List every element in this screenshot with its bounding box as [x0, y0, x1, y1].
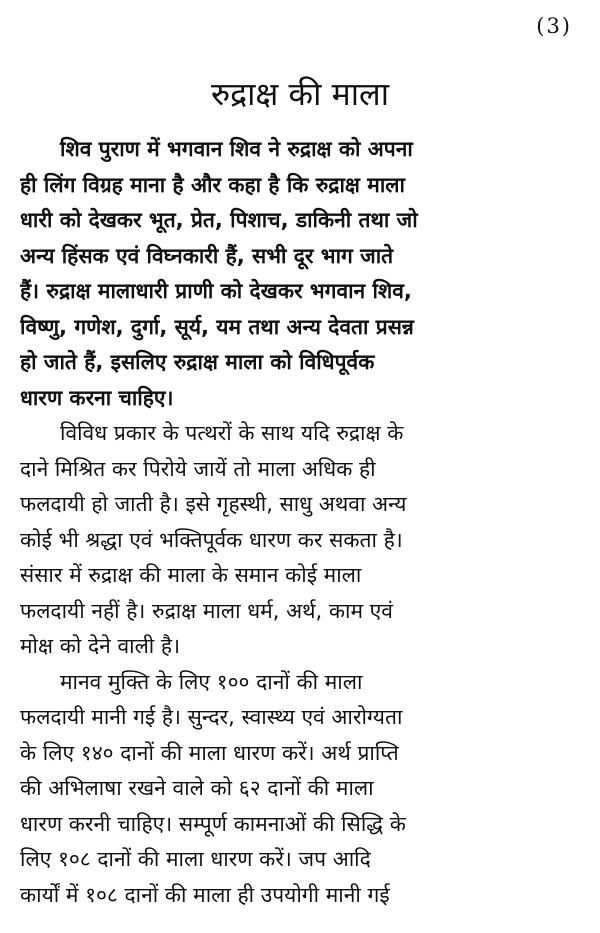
page-number: (3): [536, 14, 572, 38]
text-line: दाने मिश्रित कर पिरोये जायें तो माला अधिक ही: [20, 456, 376, 481]
text-line: फलदायी हो जाती है। इसे गृहस्थी, साधु अथवा अन्य: [20, 492, 407, 516]
text-line: मोक्ष को देने वाली है।: [20, 634, 181, 658]
text-line: कार्यों में १०८ दानों की माला ही उपयोगी मानी गई: [20, 882, 390, 907]
text-line: मानव मुक्ति के लिए १०० दानों की माला: [60, 669, 363, 694]
text-line: फलदायी नहीं है। रुद्राक्ष माला धर्म, अर्थ, काम एवं: [20, 598, 393, 623]
text-line: शिव पुराण में भगवान शिव ने रुद्राक्ष को अपना: [60, 137, 413, 161]
text-line: विष्णु, गणेश, दुर्गा, सूर्य, यम तथा अन्य देवता प्रसन्न: [20, 314, 414, 339]
paragraph-1: [20, 132, 580, 416]
text-line: विविध प्रकार के पत्थरों के साथ यदि रुद्राक्ष के: [60, 421, 404, 445]
text-line: धारी को देखकर भूत, प्रेत, पिशाच, डाकिनी तथा जो: [20, 208, 418, 232]
text-line: हो जाते हैं, इसलिए रुद्राक्ष माला को विधिपूर्वक: [20, 350, 375, 374]
text-line: हैं। रुद्राक्ष मालाधारी प्राणी को देखकर भगवान शिव,: [20, 279, 412, 303]
page-title: रुद्राक्ष की माला: [211, 75, 389, 113]
text-line: धारण करना चाहिए।: [20, 385, 174, 410]
text-line: धारण करनी चाहिए। सम्पूर्ण कामनाओं की सिद्धि के: [20, 811, 406, 836]
paragraph-2: [20, 416, 580, 665]
text-line: कोई भी श्रद्धा एवं भक्तिपूर्वक धारण कर सकता है।: [20, 527, 403, 552]
text-line: फलदायी मानी गई है। सुन्दर, स्वास्थ्य एवं आरोग्यता: [20, 705, 403, 729]
text-line: ही लिंग विग्रह माना है और कहा है कि रुद्राक्ष माला: [20, 172, 405, 197]
text-line: अन्य हिंसक एवं विघ्नकारी हैं, सभी दूर भाग जाते: [20, 243, 394, 268]
paragraph-3: [20, 665, 580, 914]
text-line: संसार में रुद्राक्ष की माला के समान कोई माला: [20, 563, 362, 587]
text-line: की अभिलाषा रखने वाले को ६२ दानों की माला: [20, 776, 374, 800]
body-text: [20, 132, 580, 913]
text-line: के लिए १४० दानों की माला धारण करें। अर्थ प्राप्ति: [20, 740, 399, 765]
text-line: लिए १०८ दानों की माला धारण करें। जप आदि: [20, 847, 371, 871]
